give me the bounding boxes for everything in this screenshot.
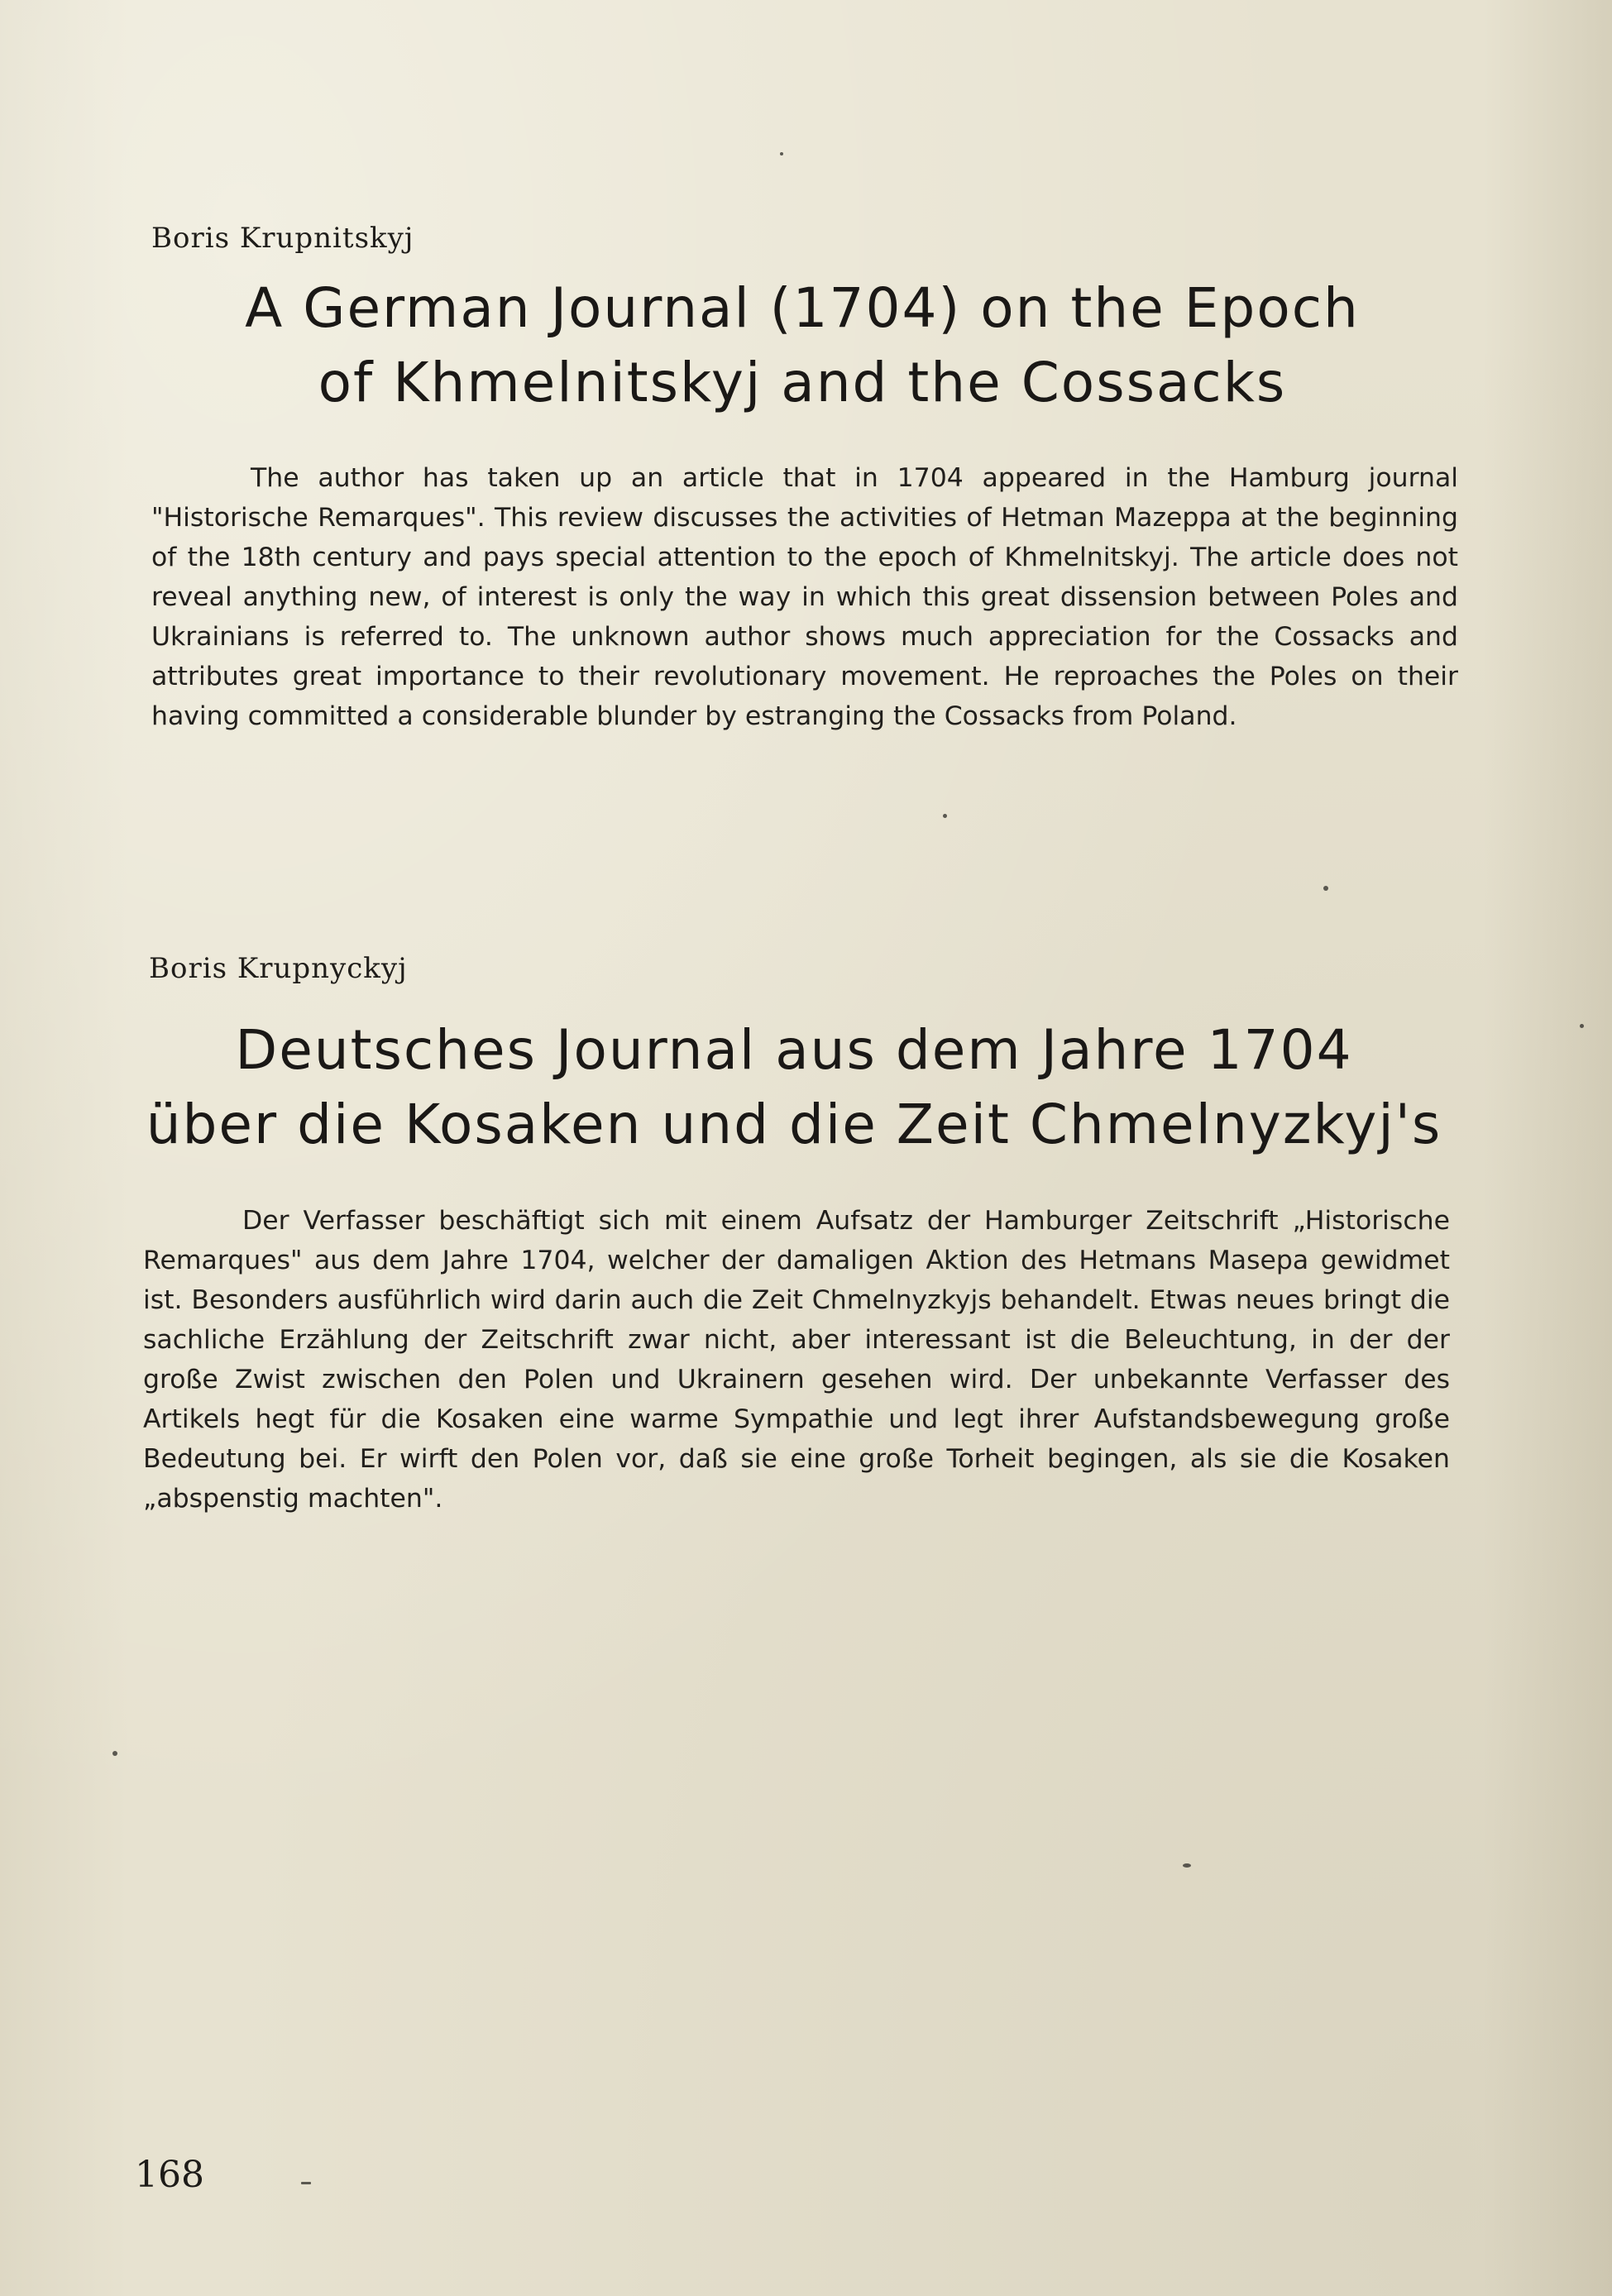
title-line: A German Journal (1704) on the Epoch	[245, 276, 1360, 340]
title-line: Deutsches Journal aus dem Jahre 1704	[235, 1018, 1353, 1082]
page-number: 168	[135, 2154, 204, 2196]
article-abstract	[151, 458, 1458, 736]
paper-speck	[1580, 1024, 1584, 1028]
paper-speck	[943, 814, 947, 818]
paper-speck	[780, 152, 783, 155]
article-abstract	[143, 1201, 1450, 1519]
author-name: Boris Krupnitskyj	[151, 222, 414, 255]
article-title	[149, 271, 1456, 420]
abstract-text: Der Verfasser beschäftigt sich mit einem Aufsatz der Hamburger Zeitschrift „Historische Remarques" aus dem Jahre 1704, welcher der damaligen Aktion des Hetmans Masepa gewidmet ist. Besonders ausführlich wird darin auch die Zeit Chmelnyzkyjs behandelt. Etwas neues bringt die sachliche Erzählung der Zeitschrift zwar nicht, aber interessant ist die Beleuchtung, in der der große Zwist zwischen den Polen und Ukrainern gesehen wird. Der unbekannte Verfasser des Artikels hegt für die Kosaken eine warme Sympathie und legt ihrer Aufstandsbewegung große Bedeutung bei. Er wirft den Polen vor, daß sie eine große Torheit begingen, als sie die Kosaken „abspenstig machten".	[143, 1206, 1450, 1514]
paper-speck	[112, 1751, 117, 1756]
author-name: Boris Krupnyckyj	[149, 952, 408, 985]
paper-speck	[1183, 1863, 1191, 1868]
title-line: of Khmelnitskyj and the Cossacks	[318, 351, 1287, 414]
paper-speck	[301, 2182, 311, 2184]
abstract-text: The author has taken up an article that in 1704 appeared in the Hamburg journal "Historische Remarques". This review discusses the activities of Hetman Mazeppa at the beginning of the 18th century and pays special attention to the epoch of Khmelnitskyj. The article does not reveal anything new, of interest is only the way in which this great dissension between Poles and Ukrainians is referred to. The unknown author shows much appreciation for the Cossacks and attributes great importance to their revolutionary movement. He reproaches the Poles on their having committed a considerable blunder by estranging the Cossacks from Poland.	[151, 463, 1458, 731]
article-title	[116, 1013, 1472, 1162]
paper-speck	[1323, 886, 1328, 891]
title-line: über die Kosaken und die Zeit Chmelnyzkyj's	[146, 1093, 1442, 1156]
